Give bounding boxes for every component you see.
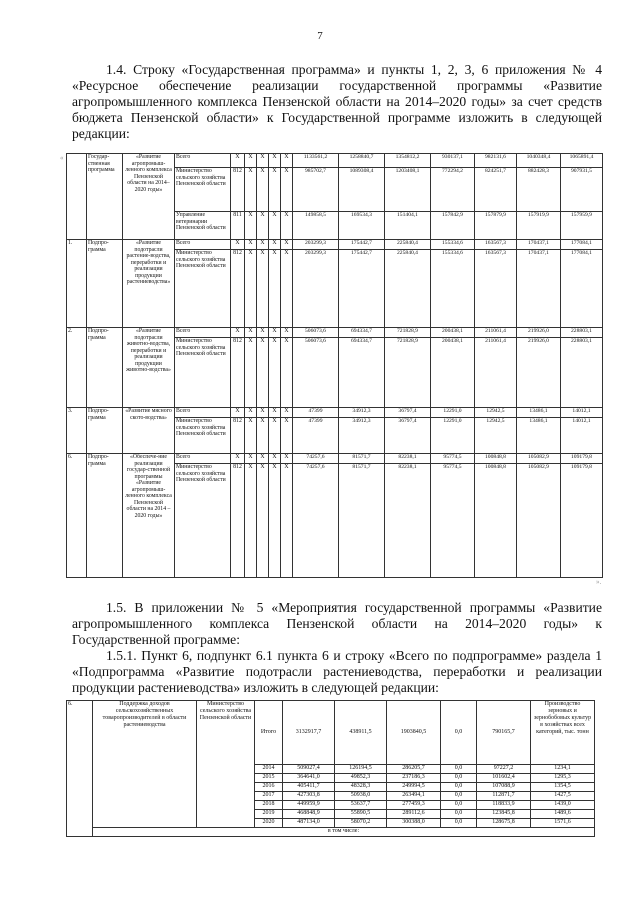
x-cell: X xyxy=(245,240,257,250)
x-cell: X xyxy=(257,154,269,168)
value-cell: 982131,6 xyxy=(475,154,517,168)
program-name: «Обеспече-ние реализации государ-ственной программы «Развитие агропромыш-ленного комплекса Пензенской области на 2014 – 2020 годы» xyxy=(123,454,175,578)
value-cell: 82238,1 xyxy=(385,464,431,578)
value-cell: 107088,9 xyxy=(477,783,531,792)
value-cell: 721828,9 xyxy=(385,328,431,338)
x-cell: X xyxy=(269,338,281,408)
value-cell: 506073,6 xyxy=(293,338,339,408)
x-cell: X xyxy=(269,168,281,212)
code: X xyxy=(231,328,245,338)
value-cell: 12942,5 xyxy=(475,408,517,418)
x-cell: X xyxy=(257,212,269,240)
value-cell: 286205,7 xyxy=(387,765,441,774)
row-type: Государ-ственная программа xyxy=(87,154,123,240)
year-cell: 2014 xyxy=(255,765,283,774)
x-cell: X xyxy=(257,418,269,454)
value-cell: 177084,1 xyxy=(561,250,603,328)
intro-text: 1.4. Строку «Государственная программа» и пункты 1, 2, 3, 6 приложения № 4 «Ресурсное обеспечение реализации государственной программы «Развитие агропромышленного комплекса Пензенской области на 2014–2020 годы» за счет средств бюджета Пензенской области» к Государственной программе изложить в следующей редакции: xyxy=(72,62,602,141)
value-cell: 34912,3 xyxy=(339,418,385,454)
value-cell: 211061,4 xyxy=(475,328,517,338)
resource-table xyxy=(66,153,603,578)
value-cell: 13486,1 xyxy=(517,418,561,454)
value-cell: 0,0 xyxy=(441,783,477,792)
value-cell: 1203408,1 xyxy=(385,168,431,212)
section-1-5-paragraph xyxy=(72,600,602,648)
x-cell: X xyxy=(269,418,281,454)
year-cell: 2017 xyxy=(255,792,283,801)
value-cell: 1258840,7 xyxy=(339,154,385,168)
value-cell: 14012,1 xyxy=(561,408,603,418)
value-cell: 155334,6 xyxy=(431,250,475,328)
value-cell: 509027,4 xyxy=(283,765,335,774)
value-cell: 249994,5 xyxy=(387,783,441,792)
x-cell: X xyxy=(281,250,293,328)
value-cell: 405411,7 xyxy=(283,783,335,792)
value-cell: 34912,3 xyxy=(339,408,385,418)
x-cell: X xyxy=(281,240,293,250)
x-cell: X xyxy=(269,408,281,418)
value-cell: 157842,9 xyxy=(431,212,475,240)
x-cell: X xyxy=(269,454,281,464)
x-cell: X xyxy=(245,418,257,454)
value-cell: 772294,2 xyxy=(431,168,475,212)
x-cell: X xyxy=(257,240,269,250)
indicator-value: 1489,6 xyxy=(531,810,595,819)
value-cell: 219926,0 xyxy=(517,338,561,408)
x-cell: X xyxy=(245,328,257,338)
value-cell: 219926,0 xyxy=(517,328,561,338)
x-cell: X xyxy=(281,168,293,212)
value-cell: 200438,1 xyxy=(431,338,475,408)
value-cell: 105082,9 xyxy=(517,464,561,578)
value-cell: 118833,9 xyxy=(477,801,531,810)
value-cell: 211061,4 xyxy=(475,338,517,408)
x-cell: X xyxy=(257,408,269,418)
x-cell: X xyxy=(281,328,293,338)
left-quote-mark: « xyxy=(60,154,64,162)
value-cell: 427303,8 xyxy=(283,792,335,801)
x-cell: X xyxy=(269,240,281,250)
executor: Управление ветеринарии Пензенской области xyxy=(175,212,231,240)
footer-label: в том числе: xyxy=(93,828,595,837)
value-cell: 100848,8 xyxy=(475,464,517,578)
value-cell: 0,0 xyxy=(441,819,477,828)
value-cell: 721828,9 xyxy=(385,338,431,408)
value-cell: 109179,8 xyxy=(561,454,603,464)
indicator-value: 1234,1 xyxy=(531,765,595,774)
executor: Министерство сельского хозяйства Пензенской области xyxy=(175,250,231,328)
total-label: Итого xyxy=(255,701,283,765)
value-cell: 694334,7 xyxy=(339,328,385,338)
value-cell: 12291,0 xyxy=(431,408,475,418)
section-1-5-text: 1.5. В приложении № 5 «Мероприятия государственной программы «Развитие агропромышленного комплекса Пензенской области на 2014–2020 годы» к Государственной программе: xyxy=(72,600,602,647)
intro-paragraph xyxy=(72,62,602,142)
value-cell: 49852,3 xyxy=(335,774,387,783)
value-cell: 128675,8 xyxy=(477,819,531,828)
value-cell: 149858,5 xyxy=(293,212,339,240)
value-cell: 163567,3 xyxy=(475,250,517,328)
value-cell: 126194,5 xyxy=(335,765,387,774)
x-cell: X xyxy=(269,250,281,328)
value-cell: 151404,1 xyxy=(385,212,431,240)
x-cell: X xyxy=(245,212,257,240)
value-cell: 157879,9 xyxy=(475,212,517,240)
value-cell: 364641,0 xyxy=(283,774,335,783)
value-cell: 12291,0 xyxy=(431,418,475,454)
code: 811 xyxy=(231,212,245,240)
x-cell: X xyxy=(245,338,257,408)
value-cell: 177084,1 xyxy=(561,240,603,250)
x-cell: X xyxy=(269,464,281,578)
value-cell: 1354812,2 xyxy=(385,154,431,168)
value-cell: 169534,3 xyxy=(339,212,385,240)
table-row xyxy=(67,154,603,168)
x-cell: X xyxy=(257,328,269,338)
x-cell: X xyxy=(257,250,269,328)
x-cell: X xyxy=(269,328,281,338)
value-cell: 163567,3 xyxy=(475,240,517,250)
code: 812 xyxy=(231,464,245,578)
value-cell: 123845,8 xyxy=(477,810,531,819)
table-row xyxy=(67,408,603,418)
x-cell: X xyxy=(245,408,257,418)
x-cell: X xyxy=(281,418,293,454)
indicator-value: 1295,3 xyxy=(531,774,595,783)
indicator-value: 1427,5 xyxy=(531,792,595,801)
value-cell: 58070,2 xyxy=(335,819,387,828)
value-cell: 47399 xyxy=(293,408,339,418)
value-cell: 175442,7 xyxy=(339,250,385,328)
executor: Всего xyxy=(175,454,231,464)
x-cell: X xyxy=(257,168,269,212)
value-cell: 109179,8 xyxy=(561,464,603,578)
value-cell: 694334,7 xyxy=(339,338,385,408)
year-cell: 2018 xyxy=(255,801,283,810)
value-cell: 175442,7 xyxy=(339,240,385,250)
executor: Всего xyxy=(175,240,231,250)
value-cell: 930137,1 xyxy=(431,154,475,168)
executor: Министерство сельского хозяйства Пензенской области xyxy=(175,418,231,454)
row-type: Подпро-грамма xyxy=(87,454,123,578)
value-cell: 81571,7 xyxy=(339,454,385,464)
page-number: 7 xyxy=(317,30,323,42)
code: 812 xyxy=(231,418,245,454)
value-cell: 882428,3 xyxy=(517,168,561,212)
value-cell: 100848,8 xyxy=(475,454,517,464)
value-cell: 50938,0 xyxy=(335,792,387,801)
executor: Всего xyxy=(175,408,231,418)
code: 812 xyxy=(231,250,245,328)
value-cell: 0,0 xyxy=(441,701,477,765)
value-cell: 53637,7 xyxy=(335,801,387,810)
measure-name: Поддержка доходов сельскохозяйственных товаропроизводителей в области растениеводства xyxy=(93,701,197,828)
x-cell: X xyxy=(257,454,269,464)
table-row xyxy=(67,240,603,250)
value-cell: 0,0 xyxy=(441,774,477,783)
value-cell: 1133561,2 xyxy=(293,154,339,168)
value-cell: 225840,4 xyxy=(385,250,431,328)
value-cell: 101602,4 xyxy=(477,774,531,783)
program-name: «Развитие агропромыш-ленного комплекса Пензенской области на 2014–2020 годы» xyxy=(123,154,175,240)
x-cell: X xyxy=(281,338,293,408)
year-cell: 2015 xyxy=(255,774,283,783)
indicator-value: 1354,5 xyxy=(531,783,595,792)
program-name: «Развитие подотрасли растение-водства, переработки и реализации продукции растениеводства» xyxy=(123,240,175,328)
value-cell: 47399 xyxy=(293,418,339,454)
executor: Всего xyxy=(175,328,231,338)
value-cell: 289112,6 xyxy=(387,810,441,819)
value-cell: 112871,7 xyxy=(477,792,531,801)
value-cell: 14012,1 xyxy=(561,418,603,454)
value-cell: 200438,1 xyxy=(431,328,475,338)
value-cell: 203299,3 xyxy=(293,250,339,328)
value-cell: 225840,4 xyxy=(385,240,431,250)
value-cell: 790165,7 xyxy=(477,701,531,765)
value-cell: 1040348,4 xyxy=(517,154,561,168)
row-type: Подпро-грамма xyxy=(87,240,123,328)
code: X xyxy=(231,240,245,250)
value-cell: 3132917,7 xyxy=(283,701,335,765)
value-cell: 157919,9 xyxy=(517,212,561,240)
section-1-5-1-text: 1.5.1. Пункт 6, подпункт 6.1 пункта 6 и строку «Всего по подпрограмме» раздела 1 «Подпрограмма «Развитие подотрасли растениеводства, переработки и реализации продукции растениеводства» изложить в следующей редакции: xyxy=(72,648,602,695)
code: X xyxy=(231,454,245,464)
executor: Министерство сельского хозяйства Пензенской области xyxy=(175,464,231,578)
table-row xyxy=(67,701,595,765)
year-cell: 2019 xyxy=(255,810,283,819)
value-cell: 170437,1 xyxy=(517,240,561,250)
x-cell: X xyxy=(245,154,257,168)
year-cell: 2016 xyxy=(255,783,283,792)
program-name: «Развитие мясного ското-водства» xyxy=(123,408,175,454)
x-cell: X xyxy=(269,154,281,168)
value-cell: 36797,4 xyxy=(385,408,431,418)
value-cell: 105082,9 xyxy=(517,454,561,464)
value-cell: 277459,3 xyxy=(387,801,441,810)
x-cell: X xyxy=(245,168,257,212)
value-cell: 170437,1 xyxy=(517,250,561,328)
value-cell: 48328,3 xyxy=(335,783,387,792)
code: 812 xyxy=(231,338,245,408)
value-cell: 263494,1 xyxy=(387,792,441,801)
section-1-5-1-paragraph xyxy=(72,648,602,696)
value-cell: 81571,7 xyxy=(339,464,385,578)
value-cell: 155334,6 xyxy=(431,240,475,250)
table-row xyxy=(67,828,595,837)
value-cell: 237186,3 xyxy=(387,774,441,783)
indicator-name: Производство зерновых и зернобобовых культур в хозяйствах всех категорий, тыс. тонн xyxy=(531,701,595,765)
value-cell: 468848,9 xyxy=(283,810,335,819)
x-cell: X xyxy=(269,212,281,240)
value-cell: 203299,3 xyxy=(293,240,339,250)
program-name: «Развитие подотрасли животно-водства, переработки и реализации продукции животно-водства» xyxy=(123,328,175,408)
row-type: Подпро-грамма xyxy=(87,328,123,408)
right-quote-mark: ». xyxy=(596,578,602,586)
row-type: Подпро-грамма xyxy=(87,408,123,454)
executor: Министерство сельского хозяйства Пензенской области xyxy=(175,338,231,408)
value-cell: 55890,5 xyxy=(335,810,387,819)
row-number: 1. xyxy=(67,240,87,328)
value-cell: 506073,6 xyxy=(293,328,339,338)
table-row xyxy=(67,454,603,464)
x-cell: X xyxy=(281,408,293,418)
value-cell: 824251,7 xyxy=(475,168,517,212)
value-cell: 228803,1 xyxy=(561,338,603,408)
value-cell: 228803,1 xyxy=(561,328,603,338)
value-cell: 487134,0 xyxy=(283,819,335,828)
value-cell: 438911,5 xyxy=(335,701,387,765)
value-cell: 74257,6 xyxy=(293,454,339,464)
value-cell: 157959,9 xyxy=(561,212,603,240)
executor: Министерство сельского хозяйства Пензенской области xyxy=(197,701,255,828)
row-number: 6. xyxy=(67,701,93,837)
x-cell: X xyxy=(257,338,269,408)
value-cell: 907931,5 xyxy=(561,168,603,212)
value-cell: 12942,5 xyxy=(475,418,517,454)
x-cell: X xyxy=(281,154,293,168)
value-cell: 0,0 xyxy=(441,810,477,819)
table-row xyxy=(67,328,603,338)
x-cell: X xyxy=(281,464,293,578)
value-cell: 95774,5 xyxy=(431,464,475,578)
x-cell: X xyxy=(245,250,257,328)
value-cell: 449959,9 xyxy=(283,801,335,810)
value-cell: 13486,1 xyxy=(517,408,561,418)
indicator-value: 1439,0 xyxy=(531,801,595,810)
x-cell: X xyxy=(245,454,257,464)
value-cell: 1089308,4 xyxy=(339,168,385,212)
value-cell: 1065891,4 xyxy=(561,154,603,168)
x-cell: X xyxy=(281,454,293,464)
measures-table xyxy=(66,700,595,837)
x-cell: X xyxy=(281,212,293,240)
value-cell: 0,0 xyxy=(441,801,477,810)
code: X xyxy=(231,408,245,418)
x-cell: X xyxy=(245,464,257,578)
executor: Всего xyxy=(175,154,231,168)
code: 812 xyxy=(231,168,245,212)
value-cell: 82238,1 xyxy=(385,454,431,464)
code: X xyxy=(231,154,245,168)
value-cell: 0,0 xyxy=(441,792,477,801)
value-cell: 74257,6 xyxy=(293,464,339,578)
row-number: 6. xyxy=(67,454,87,578)
value-cell: 1903840,5 xyxy=(387,701,441,765)
value-cell: 300388,0 xyxy=(387,819,441,828)
value-cell: 0,0 xyxy=(441,765,477,774)
row-number: 2. xyxy=(67,328,87,408)
row-number: 3. xyxy=(67,408,87,454)
value-cell: 36797,4 xyxy=(385,418,431,454)
value-cell: 985702,7 xyxy=(293,168,339,212)
x-cell: X xyxy=(257,464,269,578)
row-number xyxy=(67,154,87,240)
year-cell: 2020 xyxy=(255,819,283,828)
value-cell: 95774,5 xyxy=(431,454,475,464)
indicator-value: 1571,6 xyxy=(531,819,595,828)
executor: Министерство сельского хозяйства Пензенской области xyxy=(175,168,231,212)
value-cell: 97227,2 xyxy=(477,765,531,774)
